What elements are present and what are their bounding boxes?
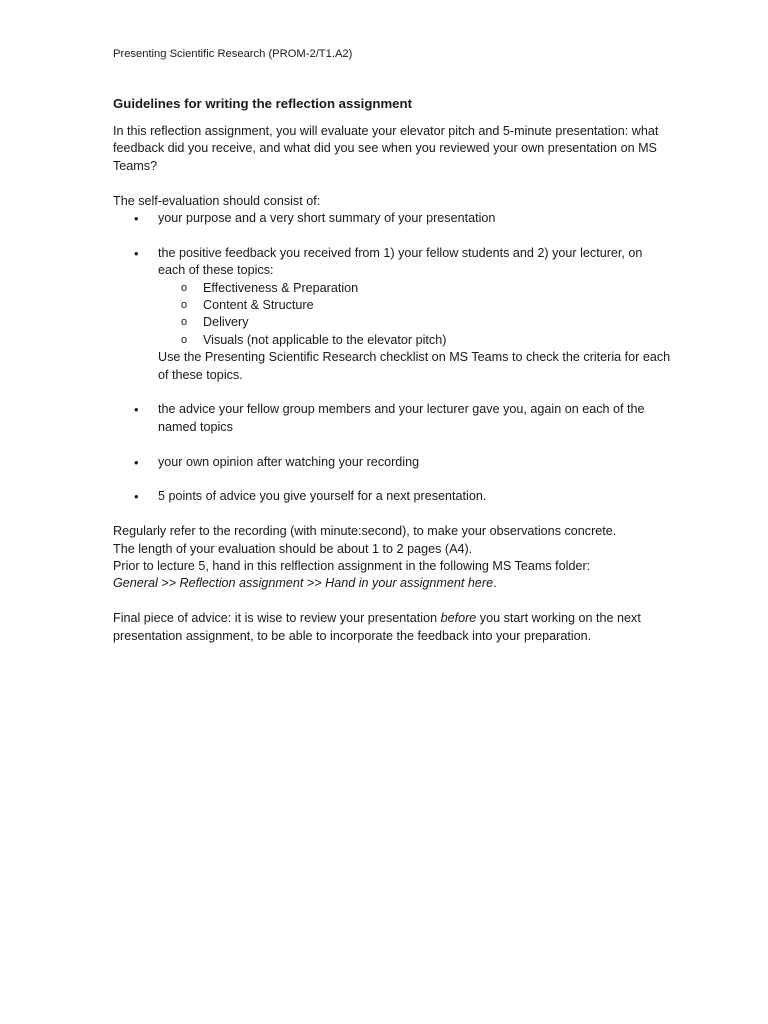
bullet-icon: • — [134, 402, 139, 418]
list-item-text: 5 points of advice you give yourself for a next presentation. — [158, 489, 487, 504]
sub-list-item — [158, 332, 673, 349]
hand-in-line: Prior to lecture 5, hand in this relflection assignment in the following MS Teams folder: — [113, 559, 591, 574]
circle-bullet-icon: o — [181, 316, 188, 329]
topics-sublist — [158, 280, 673, 350]
length-line: The length of your evaluation should be about 1 to 2 pages (A4). — [113, 541, 473, 556]
bullet-icon: • — [134, 211, 139, 227]
course-header: Presenting Scientific Research (PROM-2/T1.A2) — [113, 48, 353, 60]
sub-list-item-text: Content & Structure — [203, 298, 314, 313]
final-advice — [113, 610, 673, 645]
circle-bullet-icon: o — [181, 333, 188, 346]
document-page — [113, 46, 673, 645]
sub-list-item-text: Visuals (not applicable to the elevator pitch) — [203, 332, 447, 347]
bullet-icon: • — [134, 489, 139, 505]
folder-path-line — [113, 575, 673, 592]
bullet-icon: • — [134, 245, 139, 261]
circle-bullet-icon: o — [181, 281, 188, 294]
list-item — [113, 488, 673, 505]
sub-list-item-text: Delivery — [203, 315, 249, 330]
list-item-text: your own opinion after watching your recording — [158, 454, 420, 469]
sub-list-item — [158, 314, 673, 331]
final-advice-part2: you start working on the next presentation assignment, to be able to incorporate the feedback into your preparation. — [113, 611, 641, 643]
list-item — [113, 401, 673, 436]
document-title: Guidelines for writing the reflection assignment — [113, 96, 412, 111]
folder-path: General >> Reflection assignment >> Hand in your assignment here — [113, 576, 494, 591]
list-item — [113, 210, 673, 227]
closing-instructions — [113, 523, 673, 593]
sub-list-item-text: Effectiveness & Preparation — [203, 280, 359, 295]
recording-reference-line: Regularly refer to the recording (with minute:second), to make your observations concrete. — [113, 524, 617, 539]
checklist-note: Use the Presenting Scientific Research checklist on MS Teams to check the criteria for each of these topics. — [158, 350, 671, 382]
sub-list-item — [158, 280, 673, 297]
self-evaluation-list — [113, 210, 673, 506]
list-item-text: the advice your fellow group members and your lecturer gave you, again on each of the named topics — [158, 402, 645, 434]
list-item — [113, 454, 673, 471]
list-item-text: the positive feedback you received from 1) your fellow students and 2) your lecturer, on each of these topics: — [158, 245, 643, 278]
list-item-text: your purpose and a very short summary of your presentation — [158, 211, 496, 226]
sub-list-item — [158, 297, 673, 314]
final-advice-emphasis: before — [440, 611, 477, 626]
list-item — [113, 245, 673, 384]
bullet-icon: • — [134, 454, 139, 470]
intro-paragraph: In this reflection assignment, you will evaluate your elevator pitch and 5-minute presentation: what feedback did you receive, and what did you see when you reviewed your own presentation on MS Teams? — [113, 124, 659, 173]
folder-path-period: . — [493, 576, 497, 591]
final-advice-part1: Final piece of advice: it is wise to review your presentation — [113, 611, 441, 626]
circle-bullet-icon: o — [181, 299, 188, 312]
list-intro: The self-evaluation should consist of: — [113, 193, 321, 208]
